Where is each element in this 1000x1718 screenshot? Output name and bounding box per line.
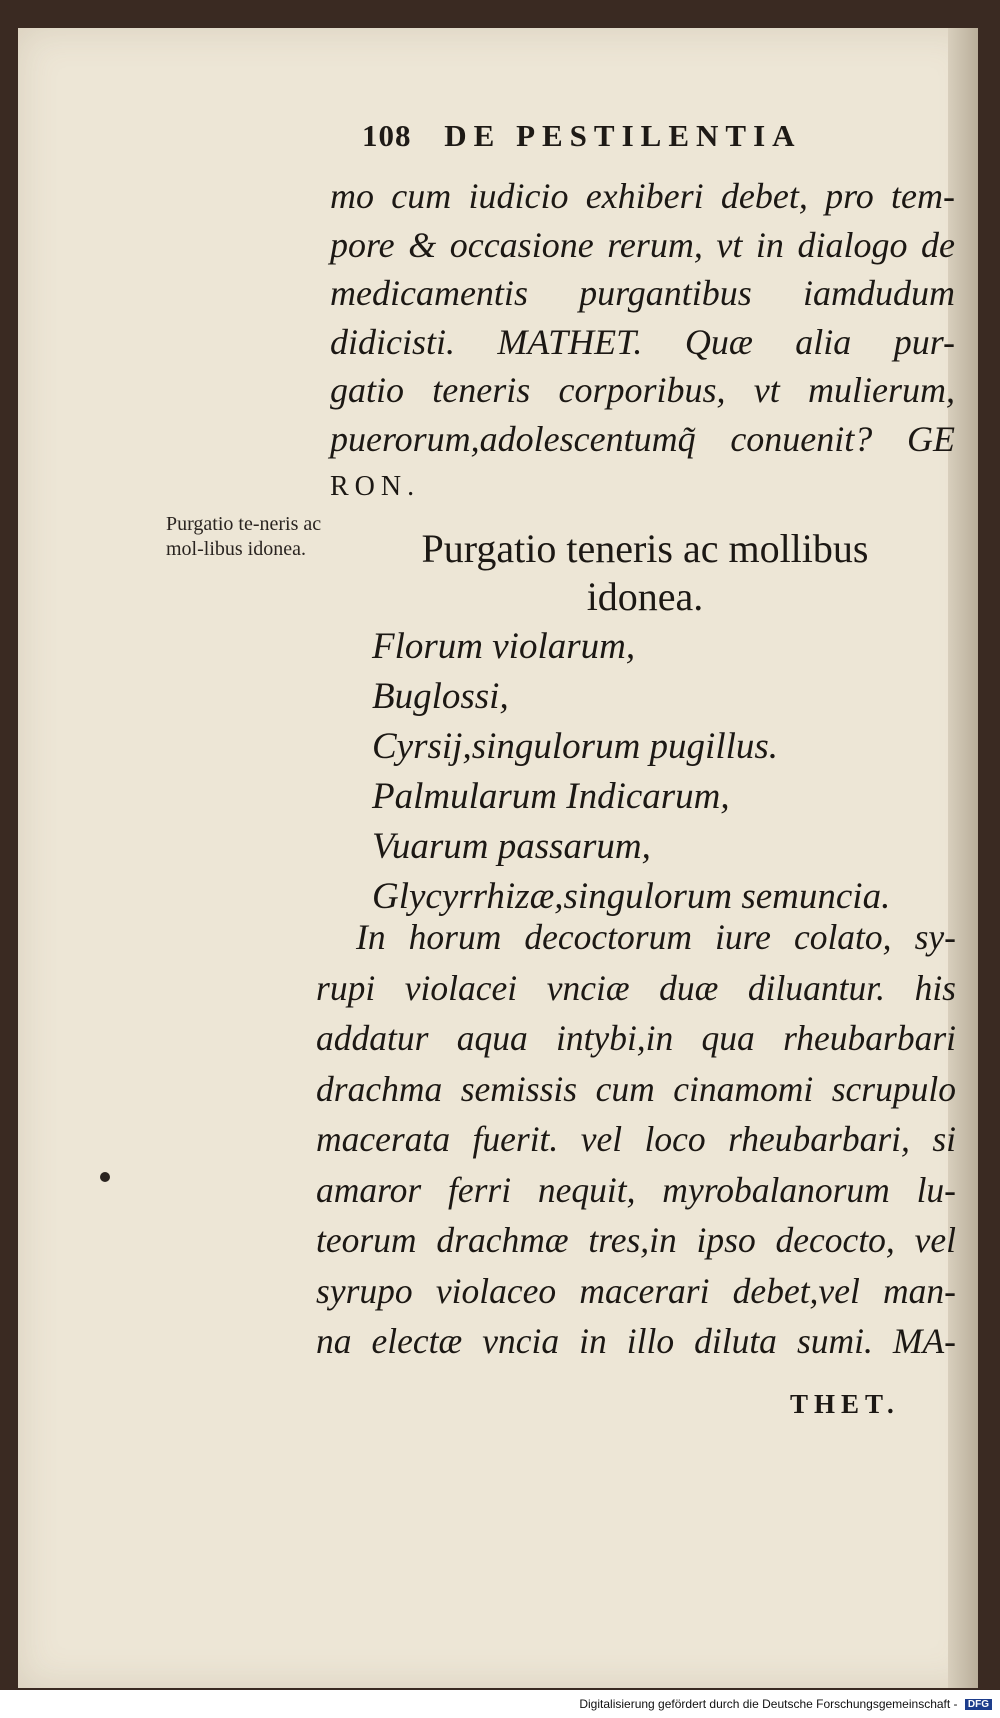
recipe-item: Palmularum Indicarum, [372, 776, 730, 817]
body-text-bottom [316, 912, 956, 1367]
recipe-item: Glycyrrhizæ,singulorum semuncia. [372, 876, 891, 917]
text-line: puerorum,adolescentumq̃ conuenit? GE [330, 418, 955, 459]
dfg-logo: DFG [965, 1699, 992, 1710]
catchword: THET. [790, 1389, 900, 1419]
recipe-item: Buglossi, [372, 676, 509, 717]
text-line: amaror ferri nequit, myrobalanorum lu- [316, 1169, 956, 1210]
recipe-list [372, 622, 952, 922]
body-text-top [330, 172, 955, 512]
text-line: didicisti. MATHET. Quæ alia pur- [330, 321, 955, 362]
margin-note: Purgatio te-neris ac mol-libus idonea. [166, 513, 322, 560]
text-line: pore & occasione rerum, vt in dialogo de [330, 224, 955, 265]
text-line: na electæ vncia in illo diluta sumi. MA- [316, 1321, 956, 1361]
text-line: addatur aqua intybi,in qua rheubarbari [316, 1018, 956, 1058]
text-line: teorum drachmæ tres,in ipso decocto, vel [316, 1220, 956, 1260]
recipe-heading: Purgatio teneris ac mollibus idonea. [421, 526, 869, 619]
text-line: medicamentis purgantibus iamdudum [330, 273, 955, 313]
text-line: gatio teneris corporibus, vt mulierum, [330, 370, 955, 410]
running-head [362, 118, 802, 154]
text-line: In horum decoctorum iure colato, sy- [356, 917, 956, 957]
text-line: macerata fuerit. vel loco rheubarbari, si [316, 1119, 956, 1159]
text-line: drachma semissis cum cinamomi scrupulo [316, 1068, 956, 1109]
recipe-item: Cyrsij,singulorum pugillus. [372, 726, 779, 767]
funding-footer [579, 1697, 992, 1711]
text-line: rupi violacei vnciæ duæ diluantur. his [316, 967, 956, 1008]
book-page [18, 28, 978, 1688]
footer-text: Digitalisierung gefördert durch die Deutsche Forschungsgemeinschaft - [579, 1697, 958, 1711]
ink-blot [100, 1172, 110, 1182]
recipe-item: Vuarum passarum, [372, 826, 651, 867]
text-line: mo cum iudicio exhiberi debet, pro tem- [330, 176, 955, 216]
page-number: 108 [362, 118, 412, 153]
text-line: syrupo violaceo macerari debet,vel man- [316, 1270, 956, 1311]
recipe-item: Florum violarum, [372, 626, 636, 667]
text-line: RON. [330, 471, 421, 502]
running-title: DE PESTILENTIA [444, 118, 802, 153]
